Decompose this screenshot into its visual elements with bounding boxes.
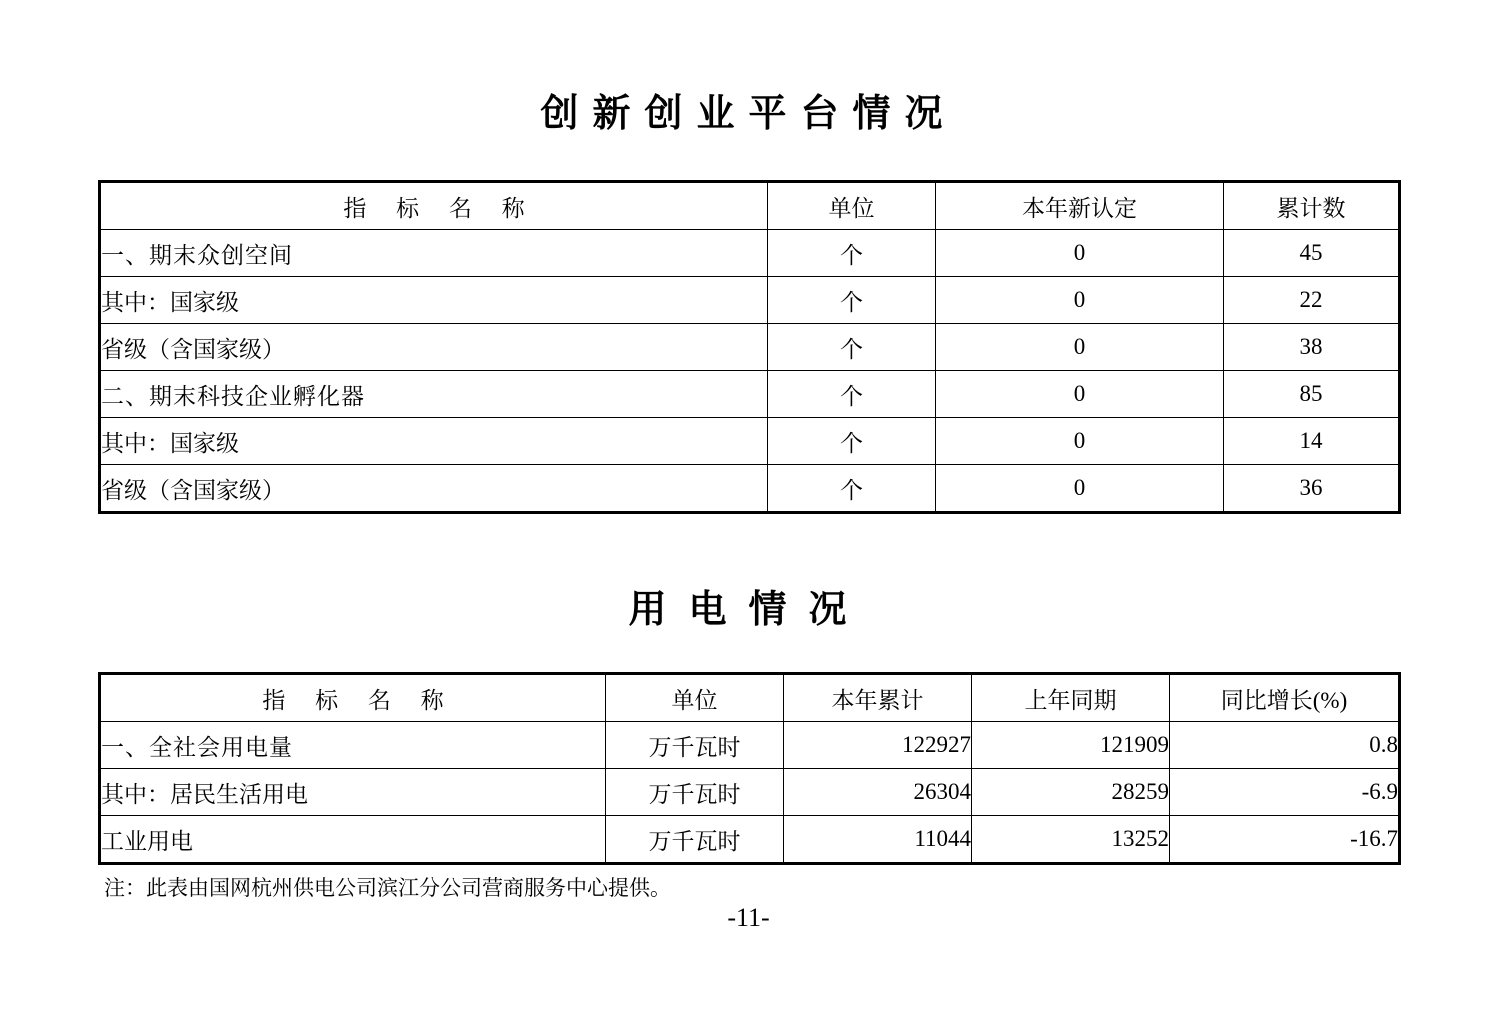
row-total: 14: [1224, 418, 1400, 465]
col-header-indicator: 指 标 名 称: [100, 674, 606, 722]
innovation-platform-table: [98, 180, 1401, 514]
row-unit: 个: [768, 371, 936, 418]
row-label: 二、期末科技企业孵化器: [100, 371, 768, 418]
table-row: [100, 277, 1400, 324]
col-header-yoy-growth: 同比增长(%): [1170, 674, 1400, 722]
col-header-cumulative: 累计数: [1224, 182, 1400, 230]
col-header-unit: 单位: [768, 182, 936, 230]
row-total: 36: [1224, 465, 1400, 513]
row-new: 0: [936, 418, 1224, 465]
row-label: 其中：居民生活用电: [100, 769, 606, 816]
row-yoy: -6.9: [1170, 769, 1400, 816]
row-yoy: -16.7: [1170, 816, 1400, 864]
row-label: 工业用电: [100, 816, 606, 864]
table-note: 注：此表由国网杭州供电公司滨江分公司营商服务中心提供。: [104, 876, 671, 900]
row-label: 省级（含国家级）: [100, 465, 768, 513]
row-total: 85: [1224, 371, 1400, 418]
table-row: [100, 371, 1400, 418]
row-new: 0: [936, 465, 1224, 513]
row-unit: 个: [768, 324, 936, 371]
row-yoy: 0.8: [1170, 722, 1400, 769]
row-previous: 13252: [972, 816, 1170, 864]
row-label: 一、期末众创空间: [100, 230, 768, 277]
col-header-new-this-year: 本年新认定: [936, 182, 1224, 230]
row-new: 0: [936, 230, 1224, 277]
row-unit: 个: [768, 418, 936, 465]
row-previous: 28259: [972, 769, 1170, 816]
row-new: 0: [936, 371, 1224, 418]
row-total: 38: [1224, 324, 1400, 371]
row-label: 其中：国家级: [100, 277, 768, 324]
row-unit: 个: [768, 465, 936, 513]
row-total: 45: [1224, 230, 1400, 277]
row-label: 一、全社会用电量: [100, 722, 606, 769]
col-header-indicator: 指 标 名 称: [100, 182, 768, 230]
electricity-usage-table: [98, 672, 1401, 865]
row-unit: 万千瓦时: [606, 816, 784, 864]
page-title-innovation-platform: 创新创业平台情况: [540, 90, 957, 135]
row-unit: 万千瓦时: [606, 722, 784, 769]
col-header-unit: 单位: [606, 674, 784, 722]
col-header-previous-year: 上年同期: [972, 674, 1170, 722]
page-number: -11-: [727, 903, 770, 932]
table-row: [100, 465, 1400, 513]
table-row: [100, 769, 1400, 816]
table-row: [100, 418, 1400, 465]
table-row: [100, 324, 1400, 371]
col-header-current-year: 本年累计: [784, 674, 972, 722]
table-row: [100, 816, 1400, 864]
table-row: [100, 230, 1400, 277]
row-new: 0: [936, 277, 1224, 324]
row-unit: 个: [768, 277, 936, 324]
row-current: 122927: [784, 722, 972, 769]
row-unit: 万千瓦时: [606, 769, 784, 816]
row-total: 22: [1224, 277, 1400, 324]
row-current: 11044: [784, 816, 972, 864]
row-unit: 个: [768, 230, 936, 277]
row-label: 其中：国家级: [100, 418, 768, 465]
row-label: 省级（含国家级）: [100, 324, 768, 371]
row-new: 0: [936, 324, 1224, 371]
table-header-row: [100, 182, 1400, 230]
page-title-electricity-usage: 用电情况: [628, 586, 869, 631]
table-header-row: [100, 674, 1400, 722]
row-previous: 121909: [972, 722, 1170, 769]
table-row: [100, 722, 1400, 769]
row-current: 26304: [784, 769, 972, 816]
